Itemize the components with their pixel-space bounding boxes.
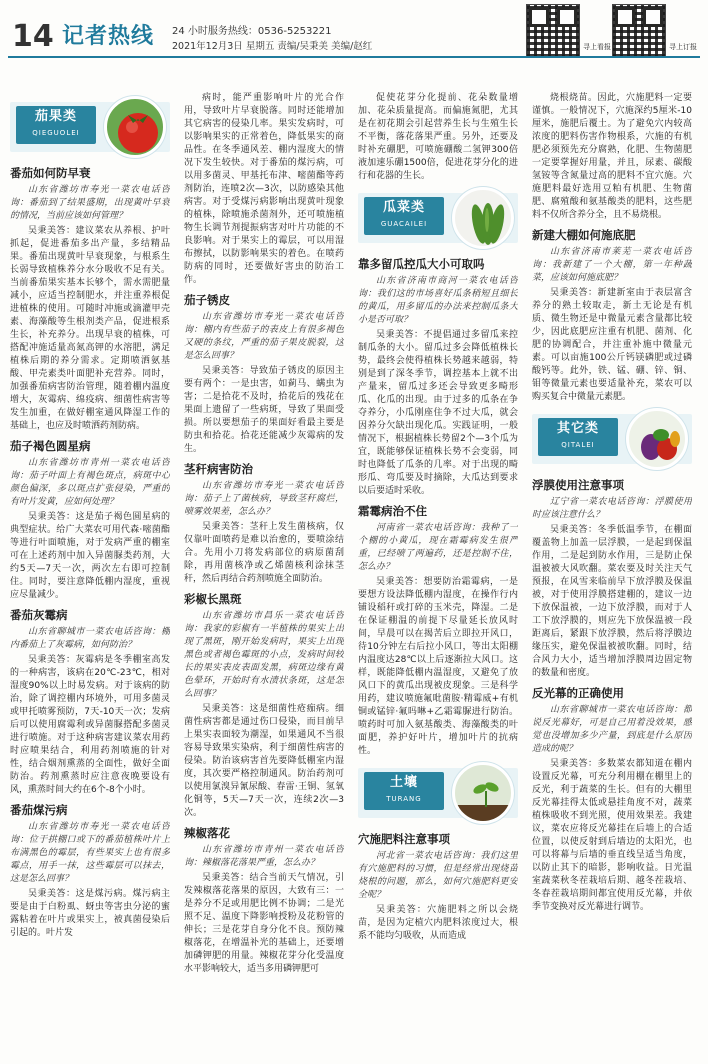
- banner-qita-pinyin: QITALEI: [561, 441, 595, 449]
- article-answer: 吴秉美答：新建新室由于表层富含养分的熟土较取走，新土无论是有机质、微生物还是中微量元素含量都比较少，因此底肥应注重有机肥、菌剂、化肥的协调配合，并注重补施中微量元素。可以亩施100公斤钙镁磷肥或过磷酸钙等。此外，铁、锰、硼、锌、铜、钼等微量元素也要适量补充，菜农可以购买复合中微量元素肥。: [532, 288, 692, 402]
- banner-turang-title: 土壤: [389, 775, 418, 790]
- article-answer: 吴秉美答：这是煤污病。煤污病主要是由于白粉虱、蚜虫等害虫分泌的蜜露粘着在叶片或果实上，被真菌侵染后引起的。叶片发: [10, 889, 170, 938]
- qr-code-right[interactable]: [612, 4, 666, 58]
- article-title: 浮膜使用注意事项: [532, 478, 624, 492]
- seedling-icon: [452, 762, 514, 824]
- article-question: 山东省济南市商河一菜农电话咨询：我们这的市场喜好瓜条稍短且细长的黄瓜，用多留瓜的办法来控制瓜条大小是否可取？: [358, 276, 518, 325]
- article-title: 番茄灰霉病: [10, 608, 68, 622]
- article-title: 穴施肥料注意事项: [358, 832, 450, 846]
- banner-guacai: [358, 185, 518, 249]
- article-question: 山东省聊城市一菜农电话咨询：棚内番茄上了灰霉病，如何防治？: [10, 627, 170, 650]
- tomato-icon: [104, 96, 166, 158]
- article-question: 河南省一菜农电话咨询：我种了一个棚的小黄瓜，现在霜霉病发生很严重，已经喷了两遍药，还是控制不住，怎么办？: [358, 523, 518, 572]
- article-question: 山东省聊城市一菜农电话咨询：都说反光幕好，可是自己用着没效果，感觉也没增加多少产量，到底是什么原因造成的呢？: [532, 705, 692, 754]
- article-question: 山东省潍坊市寿光一菜农电话咨询：茄子上了菌核病，导致茎秆腐烂，喷雾效果差，怎么办？: [184, 481, 344, 517]
- banner-qiezi-title: 茄果类: [34, 109, 77, 124]
- column-2: [184, 92, 344, 1056]
- article-answer: 吴秉美答：穴施肥料之所以会烧苗，是因为定植穴内肥料浓度过大，根系不能均匀吸收，从而造成: [358, 905, 518, 941]
- article-question: 山东省潍坊市寿光一菜农电话咨询：番茄到了结果盛期，出现黄叶早衰的情况，当前应该如何管理？: [10, 185, 170, 221]
- banner-qiezi: [10, 94, 170, 158]
- page-number: 14: [12, 19, 54, 54]
- article-title: 茎秆病害防治: [184, 462, 253, 476]
- section-title: 记者热线: [62, 24, 155, 49]
- article-question: 山东省济南市莱芜一菜农电话咨询：我新建了一个大棚，第一年种蔬菜，应该如何施底肥？: [532, 247, 692, 283]
- article-answer: 吴秉美答：这是茄子褐色圆星病的典型症状。给广大菜农可用代森·嘧菌酯等进行叶面喷施，对于发病严重的棚室可在上述药剂中加入异菌脲类药剂，大约5天—7天一次，两次左右即可控制住。同时，要注意降低棚内湿度，重视应尽量减少。: [10, 512, 170, 600]
- article-title: 番茄如何防早衰: [10, 166, 91, 180]
- article-title: 彩椒长黑斑: [184, 592, 242, 606]
- article-answer: 吴秉美答：建议菜农从养根、护叶抓起，促进番茄多出产量，多结精品果。番茄出现黄叶早衰现象，与根系生长弱导致植株养分水分吸收不足有关。当前番茄果实基本长够个，需水需肥量减小，应适当控制肥水，并注重养根促进植株的使用。可随时冲施或滴灌甲壳素、海藻酸等生根剂类产品，促进根系生长，补充养分。出现早衰的植株，可搭配冲施适量高氮高钾的水溶肥，满足植株后期的养分需求。定期喷洒氨基酸、甲壳素类叶面肥补充营养。同时，加强番茄病害防治管理，随着棚内温度增大，灰霉病、绵疫病、细菌性病害等发生加重，在做好棚室通风降湿工作的基础上，也应及时喷洒药剂防病。: [10, 226, 170, 431]
- article-title: 茄子锈皮: [184, 293, 230, 307]
- column-4: [532, 92, 692, 1056]
- article-answer: 吴秉美答：导致茄子锈皮的原因主要有两个：一是虫害，如蓟马、螨虫为害；二是拾花不及时，拾花后的残花在果面上遗留了一些病斑，导致了果面受损。所以要想茄子的果面好看最主要是防虫和拾花。拾花还能减少灰霉病的发生。: [184, 366, 344, 454]
- article-question: 辽宁省一菜农电话咨询：浮膜使用时应该注意什么？: [532, 497, 692, 520]
- article-answer: 吴秉美答：想要防治霜霉病，一是要想方设法降低棚内湿度，在操作行内铺设稻秆或打碎的玉米壳，降湿。二是在保证棚温的前提下尽量延长放风时间，早晨可以在揭苦后立即拉开风口，待10分钟左右后拉小风口，等出太阳棚内温度达28℃以上后逐渐拉大风口。这样，既能降低棚内温湿度，又避免了放风口下的黄瓜出现被皮现象。三是科学用药，建议喷施氟吡菌胺·精霉威+有机铜或锰锌·氟吗啉+乙霜霉脲进行防治。喷药时可加入氨基酸类、海藻酸类的叶面肥，养护好叶片，增加叶片的抗病性。: [358, 577, 518, 756]
- article-answer: 吴秉美答：结合当前天气情况，引发辣椒落花落果的原因，大致有三：一是养分不足或用肥比例不协调；二是光照不足、温度下降影响授粉及花粉管的伸长；三是花芽自身分化不良。预防辣椒落花，在增温补光的基础上，还要增加磷钾肥的用量。辣椒花芽分化受温度水平影响较大，适当多用磷钾肥可: [184, 873, 344, 974]
- banner-turang-pinyin: TURANG: [386, 795, 422, 803]
- article-title: 靠多留瓜控瓜大小可取吗: [358, 257, 485, 271]
- article-continuation: 促使花芽分化提前、花朵数量增加、花朵质量提高。而偏施氮肥，尤其是在初花期会引起营养生长与生殖生长不平衡，落花落果严重。另外，还要及时补充硼肥，可喷施硼酸二氢钾300倍液加速乐硼1500倍，促进花芽分化的进行和花器的生长。: [358, 93, 518, 181]
- article-answer: 吴秉美答：不提倡通过多留瓜来控制瓜条的大小。留瓜过多会降低植株长势，最终会使得植株长势越来越弱，特别是到了深冬季节，调控基本上就不出产量来，留瓜过多还会导致更多畸形瓜、化瓜的出现。由于过多的瓜条在争夺养分，小瓜刚座住争不过大瓜，就会因养分欠缺出现化瓜。实践证明，一般情况下，根据植株长势留2个—3个瓜为宜，既能够保证植株长势不会变弱，同时也降低了瓜条的几率。对于出现的畸形瓜、弯瓜要及时摘除，大瓜达到要求以后要适时采收。: [358, 330, 518, 496]
- banner-qita: [532, 406, 692, 470]
- qr-right-label: 寻上订报: [669, 43, 697, 51]
- banner-qiezi-pinyin: QIEGUOLEI: [32, 129, 80, 137]
- article-question: 河北省一菜农电话咨询：我们这里有穴施肥料的习惯，但是经常出现烧苗烧根的问题，那么，如何穴施肥料更安全呢？: [358, 851, 518, 900]
- column-1: [10, 92, 170, 1056]
- article-question: 山东省潍坊市寿光一菜农电话咨询：位于拱棚口或下的番茄植株叶片上布满黑色的霉层，有些果实上也有很多霉点，用手一抹，这些霉层可以抹去，这是怎么回事？: [10, 822, 170, 884]
- article-continuation: 烧根烧苗。因此，穴施肥料一定要谨慎。一般情况下，穴施深约5厘米-10厘米，施肥后覆土。为了避免穴内较高浓度的肥料伤害作物根系，穴施的有机肥必须预先充分腐熟，化肥、生物菌肥一定要掌握好用量，并且，尿素、碳酸氢铵等含氮量过高的肥料不宜穴施。穴施肥料最好选用豆粕有机肥、生物菌肥、腐殖酸和氨基酸类的肥料，这些肥料不仅所含养分全，且不易烧根。: [532, 93, 692, 220]
- banner-guacai-pinyin: GUACAILEI: [380, 220, 428, 228]
- article-title: 霜霉病治不住: [358, 504, 427, 518]
- article-title: 番茄煤污病: [10, 803, 68, 817]
- banner-guacai-title: 瓜菜类: [382, 200, 425, 215]
- article-question: 山东省潍坊市青州一菜农电话咨询：茄子叶面上有褐色斑点，病斑中心颜色偏深，多以斑点扩张侵染，严重的有叶片发黄，应如何处理？: [10, 458, 170, 507]
- article-title: 茄子褐色圆星病: [10, 439, 91, 453]
- article-title: 新建大棚如何施底肥: [532, 228, 636, 242]
- qr-code-left[interactable]: [526, 4, 580, 58]
- article-answer: 吴秉美答：茎秆上发生菌核病，仅仅靠叶面喷药是难以治愈的，要喷涂结合。先用小刀将发病部位的病原菌刮除，再用菌核净或乙烯菌核利涂抹茎秆，然后再结合药剂喷施全面防治。: [184, 522, 344, 584]
- cucumber-icon: [452, 187, 514, 249]
- qr-left-label: 寻上看报: [583, 43, 611, 51]
- article-question: 山东省潍坊市寿光一菜农电话咨询：棚内有些茄子的表皮上有很多褐色又硬的条纹，严重的茄子果皮脱裂，这是怎么回事？: [184, 312, 344, 361]
- article-answer: 吴秉美答：这是细菌性疮痂病。细菌性病害都是通过伤口侵染，而目前早上果实表面较为潮湿，如果通风不当很容易导致果实染病，利于细菌性病害的侵染。防治该病害首先要降低棚室内湿度，其次要严格控制通风。防治药剂可以使用氯溴异氰尿酸、春雷·王铜、氢氧化铜等，5天—7天一次，连续2次—3次。: [184, 704, 344, 818]
- article-question: 山东省潍坊市昌乐一菜农电话咨询：我家的彩椒有一半植株的果实上出现了黑斑，刚开始发病时，果实上出现黑色或者褐色霉斑的小点，发病时间较长的果实表皮表面发黑，病斑边缘有黄色晕环，开始时有水渍状条斑，这是怎么回事？: [184, 611, 344, 699]
- article-answer: 吴秉美答：灰霉病是冬季棚室高发的一种病害，该病在20℃-23℃，相对湿度90%以上时易发病。对于该病的防治，除了调控棚内环境外，可用多菌灵或甲托喷雾预防，7天-10天一次；发病后可以使用腐霉利或异菌脲搭配多菌灵进行喷施。对于这种病害建议菜农用药时应喷果结合，利用药剂喷施的针对性，结合烟剂熏蒸的全面性，做好全面防治。药剂熏蒸时应注意夜晚要设有风，熏蒸时间大约在6个-8个小时。: [10, 655, 170, 795]
- vegetables-icon: [626, 408, 688, 470]
- article-answer: 吴秉美答：多数菜农都知道在棚内设置反光幕，可充分利用棚在棚里上的反光，利于蔬菜的生长。但有的大棚里反光幕挂得太低或悬挂角度不对，蔬菜植株吸收不到光照，使用效果差。我建议，菜农应将反光幕挂在后墙上的合适位置，以使反射到后墙边的太阳光，也可以将幕与后墙的垂直线呈适当角度，以防止其下的暗影，影响收益。日光温室蔬菜秋冬茬栽培后期、越冬茬栽培、冬春茬栽培期间都宜使用反光幕，并依季节变换对反光幕进行调节。: [532, 759, 692, 912]
- dateline-text: 2021年12月3日 星期五 责编/吴秉美 美编/赵红: [172, 41, 373, 52]
- article-answer: 吴秉美答：冬季低温季节，在棚面覆盖物上加盖一层浮膜，一是起到保温作用，二是起到防水作用，三是防止保温被被大风吹翻。菜农要及时关注天气预报，在风雪来临前早下放浮膜及保温被，对于使用浮膜搭建棚的，建议一边下放保温被，一边下放浮膜，而对于人工下放浮膜的，则应先下放保温被一段距离后，紧跟下放浮膜，然后将浮膜边缘压实，避免保温被被吹翻。同时，结合风力大小，适当增加浮膜周边固定物的数量和密度。: [532, 525, 692, 678]
- article-title: 反光幕的正确使用: [532, 686, 624, 700]
- column-3: [358, 92, 518, 1056]
- header-rule: [8, 56, 700, 58]
- article-title: 辣椒落花: [184, 826, 230, 840]
- banner-qita-title: 其它类: [556, 421, 599, 436]
- hotline-text: 24 小时服务热线：0536-5253221: [172, 26, 332, 37]
- article-continuation: 病时，能严重影响叶片的光合作用，导致叶片早衰脱落。同时还能增加其它病害的侵染几率。果实发病时，可以影响果实的正常着色，降低果实的商品性。在冬季通风差、棚内湿度大的情况下发生较快。对于番茄的煤污病，可以用多菌灵、甲基托布津、嘧菌酯等药剂防治，连喷2次—3次，以防感染其他病害。对于受煤污病影响出现黄叶现象的植株，除喷施杀菌剂外，还可喷施植物生长调节剂提振病害对叶片功能的不良影响。对于果实上的霉层，可以用湿布擦拭，以防影响果实的着色。在喷药防病的同时，还要做好害虫的防治工作。: [184, 93, 344, 285]
- article-question: 山东省潍坊市青州一菜农电话咨询：辣椒落花落果严重，怎么办？: [184, 845, 344, 868]
- banner-turang: [358, 760, 518, 824]
